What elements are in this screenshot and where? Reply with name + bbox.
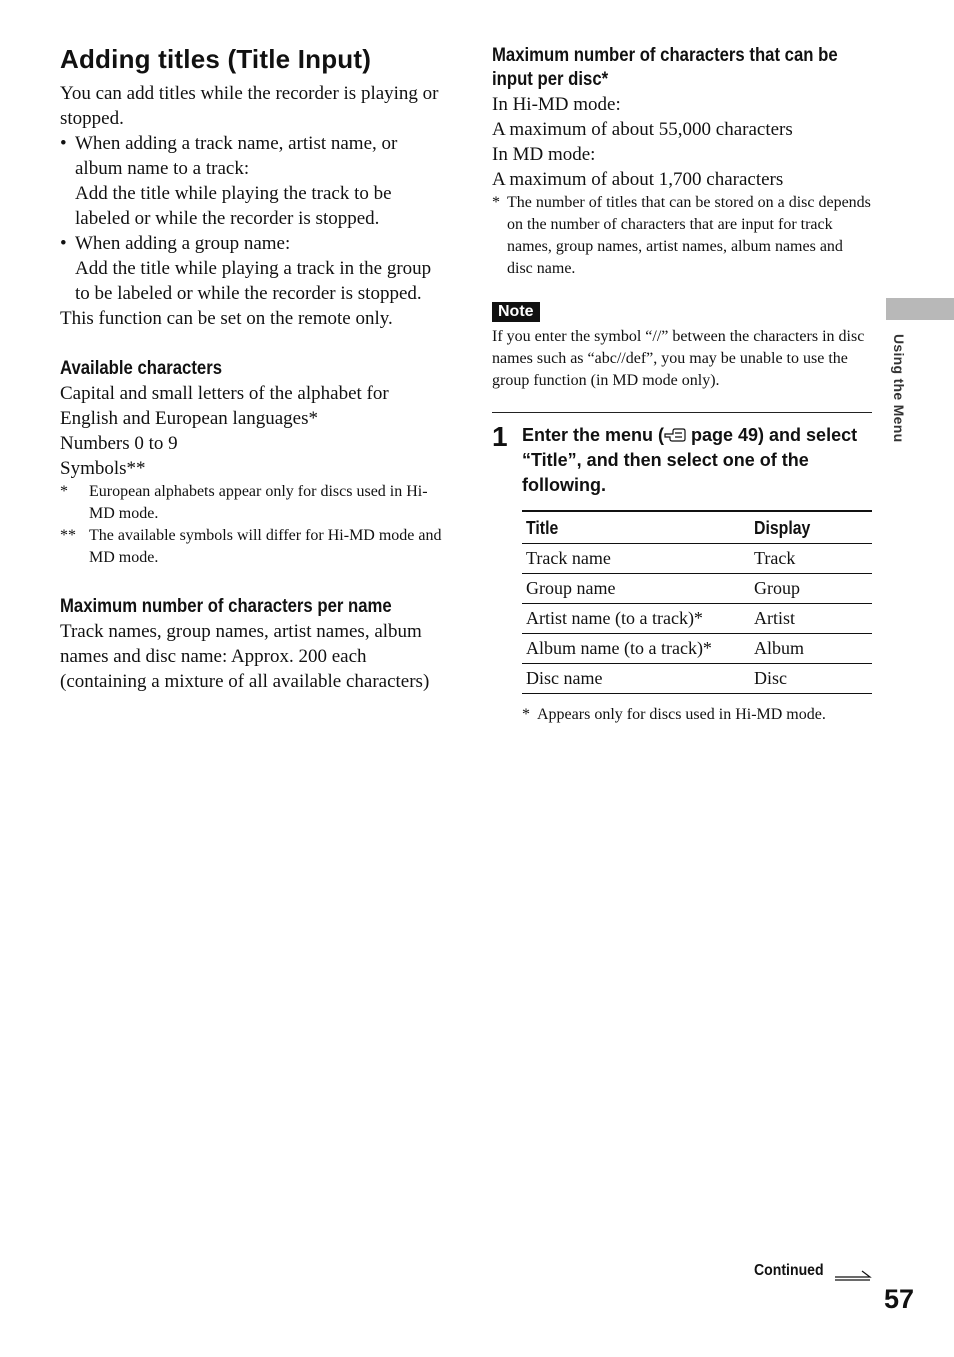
table-header-row <box>522 511 872 544</box>
footnote-mark: * <box>522 706 530 723</box>
available-line: Numbers 0 to 9 <box>60 433 178 454</box>
table-cell: Group <box>750 574 872 604</box>
side-tab-text: Using the Menu <box>891 334 907 443</box>
table-row <box>522 664 872 694</box>
table-row <box>522 634 872 664</box>
table-cell: Disc <box>750 664 872 694</box>
table-header <box>750 511 872 544</box>
intro-text: You can add titles while the recorder is playing or stopped. <box>60 83 439 129</box>
footnote <box>60 525 445 569</box>
step-1 <box>492 423 872 498</box>
table-cell: Artist <box>750 604 872 634</box>
step-text <box>522 423 872 498</box>
disc-line: In MD mode: <box>492 144 596 165</box>
bullet-item <box>60 231 445 306</box>
table-cell: Group name <box>522 574 750 604</box>
note-badge: Note <box>492 302 540 322</box>
footnote <box>492 192 872 280</box>
page-number: 57 <box>884 1284 915 1314</box>
max-per-name-heading: Maximum number of characters per name <box>60 596 392 617</box>
table-row <box>522 574 872 604</box>
continued-label: Continued <box>754 1262 824 1279</box>
right-column <box>492 44 872 726</box>
footnote-text: European alphabets appear only for discs used in Hi-MD mode. <box>89 483 428 522</box>
available-line: Capital and small letters of the alphabet for English and European languages* <box>60 383 389 429</box>
footnote-mark: * <box>60 483 68 500</box>
disc-line: A maximum of about 1,700 characters <box>492 169 784 190</box>
available-line: Symbols** <box>60 458 146 479</box>
table-header-label: Title <box>526 518 559 538</box>
available-heading: Available characters <box>60 358 223 379</box>
title-display-table <box>522 510 872 694</box>
step-number: 1 <box>492 421 508 452</box>
table-header-label: Display <box>754 518 811 538</box>
table-cell: Album name (to a track)* <box>522 634 750 664</box>
footnote <box>60 481 445 525</box>
footnote-mark: * <box>492 194 500 211</box>
footnote-mark: ** <box>60 527 76 544</box>
page-title: Adding titles (Title Input) <box>60 44 372 74</box>
side-tab-label <box>872 334 912 464</box>
disc-line: In Hi-MD mode: <box>492 94 621 115</box>
table-row <box>522 544 872 574</box>
table-cell: Album <box>750 634 872 664</box>
footnote-text: Appears only for discs used in Hi-MD mode. <box>537 706 826 723</box>
step-text-after: page 49) and select “Title”, and then select one of the following. <box>522 425 858 495</box>
table-cell: Track <box>750 544 872 574</box>
side-tab-marker <box>886 298 954 320</box>
continued-arrow-icon <box>834 1268 872 1282</box>
step-text-before: Enter the menu ( <box>522 425 665 445</box>
bullet-mark: • <box>60 133 67 154</box>
bullet-detail: Add the title while playing a track in the group to be labeled or while the recorder is stopped. <box>75 258 432 304</box>
pointing-hand-icon <box>664 428 686 442</box>
max-per-disc-heading: Maximum number of characters that can be input per disc* <box>492 45 838 90</box>
bullet-mark: • <box>60 233 67 254</box>
bullet-detail: Add the title while playing the track to be labeled or while the recorder is stopped. <box>75 183 392 229</box>
left-column <box>60 44 445 694</box>
footnote-text: The available symbols will differ for Hi-MD mode and MD mode. <box>89 527 442 566</box>
note-text: If you enter the symbol “//” between the characters in disc names such as “abc//def”, you may be unable to use the group function (in MD mode only). <box>492 328 865 389</box>
table-cell: Track name <box>522 544 750 574</box>
section-divider <box>492 412 872 413</box>
table-footnote <box>522 704 872 726</box>
table-header <box>522 511 750 544</box>
table-cell: Artist name (to a track)* <box>522 604 750 634</box>
max-per-name-text: Track names, group names, artist names, album names and disc name: Approx. 200 each (containing a mixture of all available characters) <box>60 621 430 692</box>
disc-line: A maximum of about 55,000 characters <box>492 119 793 140</box>
footnote-text: The number of titles that can be stored on a disc depends on the number of characters that are input for track names, group names, artist names, album names and disc name. <box>507 194 871 277</box>
bullet-text: When adding a group name: <box>75 233 291 254</box>
bullet-text: When adding a track name, artist name, or album name to a track: <box>75 133 398 179</box>
table-row <box>522 604 872 634</box>
bullet-item <box>60 131 445 231</box>
remote-note: This function can be set on the remote only. <box>60 308 393 329</box>
table-cell: Disc name <box>522 664 750 694</box>
